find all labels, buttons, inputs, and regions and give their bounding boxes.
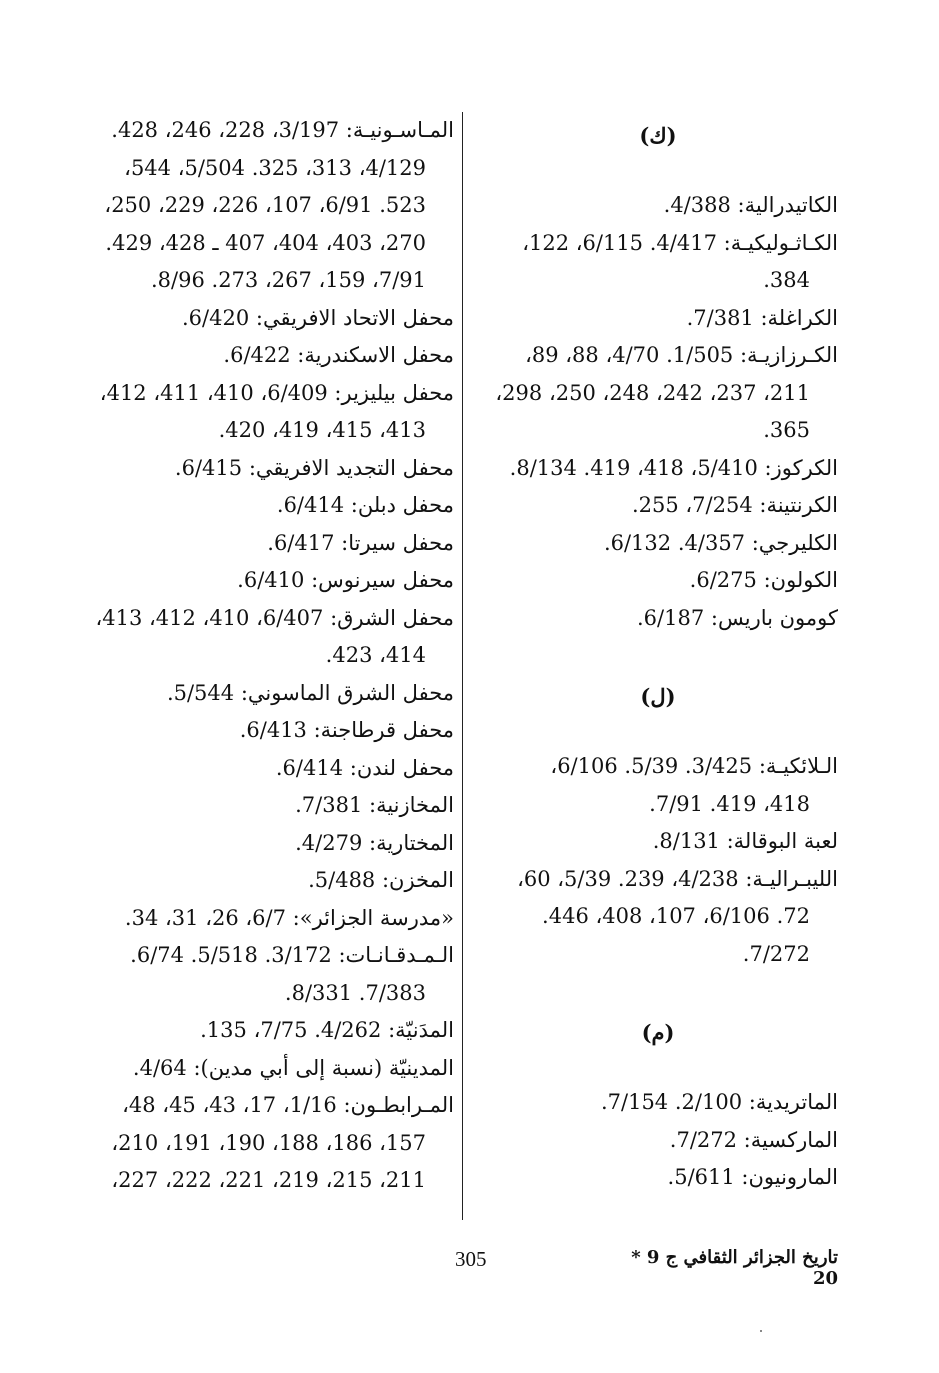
index-entry: لعبة البوقالة: 8/131. <box>652 829 838 853</box>
index-entry: الكليرجي: 4/357. 6/132. <box>603 530 838 555</box>
index-entry: محفل لندن: 6/414. <box>275 755 454 780</box>
index-entry: الماركسية: 7/272. <box>669 1127 838 1152</box>
entry-text: الـمـدقـانـات: 3/172. 5/518. 6/74. <box>130 943 454 967</box>
entry-text: المـاسـونيـة: 3/197، 228، 246، 428. <box>111 118 454 142</box>
index-entry: محفل الشرق الماسوني: 5/544. <box>166 680 454 705</box>
left-column <box>90 112 454 1200</box>
index-entry: المدينيّة (نسبة إلى أبي مدين): 4/64. <box>132 1055 454 1080</box>
entry-continuation: 211، 215، 219، 221، 222، 227، <box>111 1168 426 1192</box>
index-entry <box>478 225 838 300</box>
entry-text: محفل بيليزير: 6/409، 410، 411، 412، <box>99 380 454 405</box>
index-entry: المختارية: 4/279. <box>295 830 454 855</box>
right-column <box>478 112 838 1197</box>
entry-continuation: 72. 6/106، 107، 408، 446. <box>542 904 810 928</box>
entry-continuation: 365. <box>763 418 810 442</box>
entry-text: الكـاثـوليكيـة: 4/417. 6/115، 122، <box>522 230 838 255</box>
index-entry <box>90 600 454 675</box>
index-entry: المخازنية: 7/381. <box>295 793 454 817</box>
index-entry <box>90 112 454 300</box>
index-entry: الكركوز: 5/410، 418، 419. 8/134. <box>509 455 838 480</box>
section-heading-mim: (م) <box>641 1020 675 1045</box>
index-entry <box>478 748 838 823</box>
index-entry: الماتريدية: 2/100. 7/154. <box>600 1090 838 1114</box>
index-entry: الكراغلة: 7/381. <box>686 305 838 330</box>
index-entry <box>90 375 454 450</box>
section-gap <box>478 973 838 1009</box>
index-entry: محفل سيرنوس: 6/410. <box>237 568 454 592</box>
page-number: 305 <box>455 1247 487 1271</box>
index-entry: الكاتيدرالية: 4/388. <box>663 193 838 217</box>
entry-continuation: 4/129، 313، 325. 5/504، 544، <box>124 155 426 180</box>
entry-text: الليبـراليـة: 4/238، 239. 5/39، 60، <box>517 866 838 891</box>
index-entry: الكرنتينة: 7/254، 255. <box>631 493 838 517</box>
index-entry <box>478 337 838 450</box>
index-entry: محفل التجديد الافريقي: 6/415. <box>174 455 454 480</box>
index-entry: «مدرسة الجزائر»: 6/7، 26، 31، 34. <box>124 905 454 930</box>
entry-continuation: 7/383. 8/331. <box>284 980 426 1005</box>
index-entry: محفل الاسكندرية: 6/422. <box>223 343 454 367</box>
index-entry: محفل سيرتا: 6/417. <box>267 530 454 555</box>
running-footer-title: تاريخ الجزائر الثقافي ج 9 * 20 <box>631 1247 838 1289</box>
entry-text: المـرابطـون: 1/16، 17، 43، 45، 48، <box>122 1093 454 1117</box>
entry-continuation: 157، 186، 188، 190، 191، 210، <box>111 1130 426 1155</box>
entry-text: محفل الشرق: 6/407، 410، 412، 413، <box>95 605 454 630</box>
index-entry: الكولون: 6/275. <box>689 568 838 592</box>
entry-text: الكـرزازيـة: 1/505. 4/70، 88، 89، <box>525 343 838 367</box>
column-divider <box>462 112 463 1220</box>
index-entry: المخزن: 5/488. <box>308 868 454 892</box>
index-entry: المدَنيّة: 4/262. 7/75، 135. <box>200 1018 454 1042</box>
index-entry: محفل دبلن: 6/414. <box>276 493 454 517</box>
section-heading-lam: (ل) <box>640 684 676 709</box>
index-entry: محفل الاتحاد الافريقي: 6/420. <box>181 305 454 330</box>
index-entry <box>90 937 454 1012</box>
index-entry: المارونيون: 5/611. <box>667 1165 838 1189</box>
index-entry: محفل قرطاجنة: 6/413. <box>239 718 454 742</box>
entry-continuation: 384. <box>763 268 810 292</box>
entry-continuation: 413، 415، 419، 420. <box>218 418 426 442</box>
section-heading-kaf: (ك) <box>639 123 677 148</box>
entry-continuation: 211، 237، 242، 248، 250، 298، <box>495 380 810 405</box>
entry-continuation: 523. 6/91، 107، 226، 229، 250، <box>104 193 426 217</box>
section-gap <box>478 637 838 673</box>
entry-continuation: 7/91، 159، 267، 273. 8/96. <box>150 268 426 292</box>
speck <box>760 1330 762 1332</box>
entry-continuation: 414، 423. <box>325 643 426 667</box>
entry-continuation: 418، 419. 7/91. <box>649 791 810 816</box>
index-entry <box>478 861 838 974</box>
entry-continuation: 270، 403، 404، 407 ـ 428، 429. <box>105 230 426 255</box>
index-entry <box>90 1087 454 1200</box>
entry-continuation: 7/272. <box>742 941 810 966</box>
index-entry: كومون باريس: 6/187. <box>636 605 838 630</box>
entry-text: الـلائكيـة: 3/425. 5/39. 6/106، <box>550 754 838 778</box>
